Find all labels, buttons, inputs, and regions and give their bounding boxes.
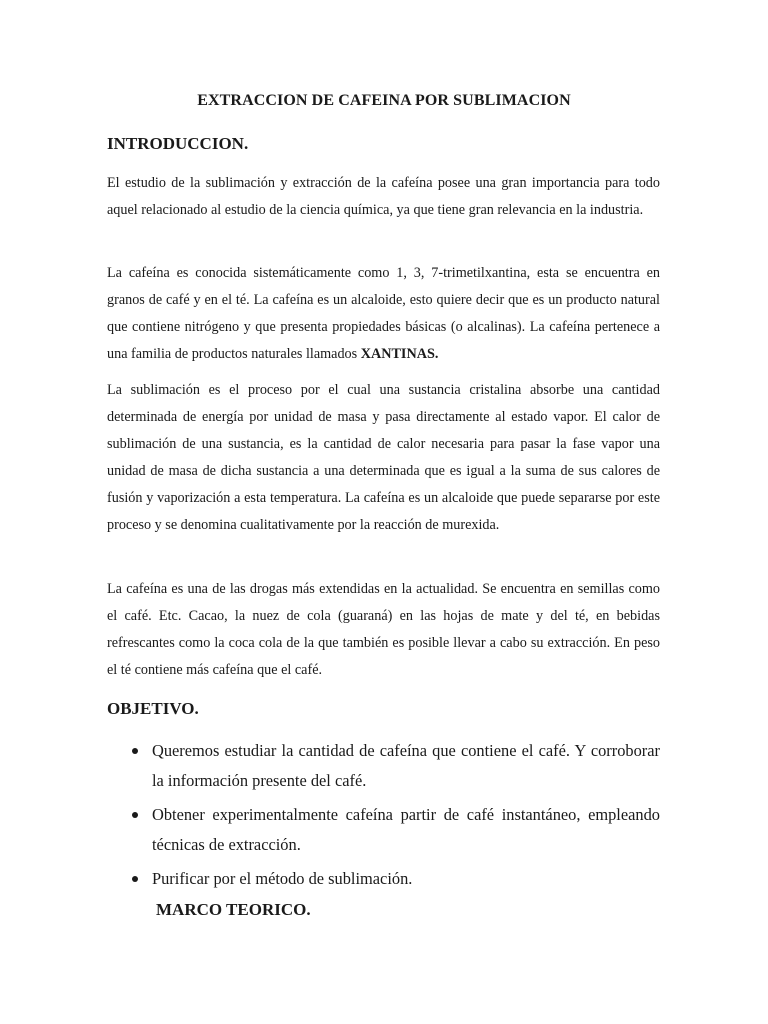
objetivo-list xyxy=(107,736,660,898)
bullet-icon xyxy=(132,812,138,818)
paragraph-2-text: La cafeína es conocida sistemáticamente como 1, 3, 7-trimetilxantina, esta se encuentra en granos de café y en el té. La cafeína es un alcaloide, esto quiere decir que es un producto natural que contiene nitrógeno y que presenta propiedades básicas (o alcalinas). La cafeína pertenece a una familia de productos naturales llamados xyxy=(107,265,660,362)
xantinas-bold: XANTINAS. xyxy=(360,346,439,362)
bullet-icon xyxy=(132,748,138,754)
bullet-icon xyxy=(132,876,138,882)
objetivo-heading: OBJETIVO. xyxy=(107,699,199,718)
marco-teorico-heading: MARCO TEORICO. xyxy=(156,900,311,919)
introduccion-paragraph-2 xyxy=(107,260,660,368)
list-item-text: Queremos estudiar la cantidad de cafeína que contiene el café. Y corroborar la información presente del café. xyxy=(152,741,660,790)
list-item-text: Purificar por el método de sublimación. xyxy=(152,869,413,888)
introduccion-heading: INTRODUCCION. xyxy=(107,134,249,153)
introduccion-paragraph-1: El estudio de la sublimación y extracción de la cafeína posee una gran importancia para todo aquel relacionado al estudio de la ciencia química, ya que tiene gran relevancia en la industria. xyxy=(107,175,660,218)
document-title: EXTRACCION DE CAFEINA POR SUBLIMACION xyxy=(197,92,571,109)
list-item xyxy=(107,864,660,894)
introduccion-paragraph-3: La sublimación es el proceso por el cual una sustancia cristalina absorbe una cantidad determinada de energía por unidad de masa y pasa directamente al estado vapor. El calor de sublimación de una sustancia, es la cantidad de calor necesaria para pasar la fase vapor una unidad de masa de dicha sustancia a una determinada que es igual a la suma de sus calores de fusión y vaporización a esta temperatura. La cafeína es un alcaloide que puede separarse por este proceso y se denomina cualitativamente por la reacción de murexida. xyxy=(107,382,660,533)
list-item-text: Obtener experimentalmente cafeína partir de café instantáneo, empleando técnicas de extracción. xyxy=(152,805,660,854)
list-item xyxy=(107,800,660,860)
introduccion-paragraph-4: La cafeína es una de las drogas más extendidas en la actualidad. Se encuentra en semillas como el café. Etc. Cacao, la nuez de cola (guaraná) en las hojas de mate y del té, en bebidas refrescantes como la coca cola de la que también es posible llevar a cabo su extracción. En peso el té contiene más cafeína que el café. xyxy=(107,581,660,678)
list-item xyxy=(107,736,660,796)
